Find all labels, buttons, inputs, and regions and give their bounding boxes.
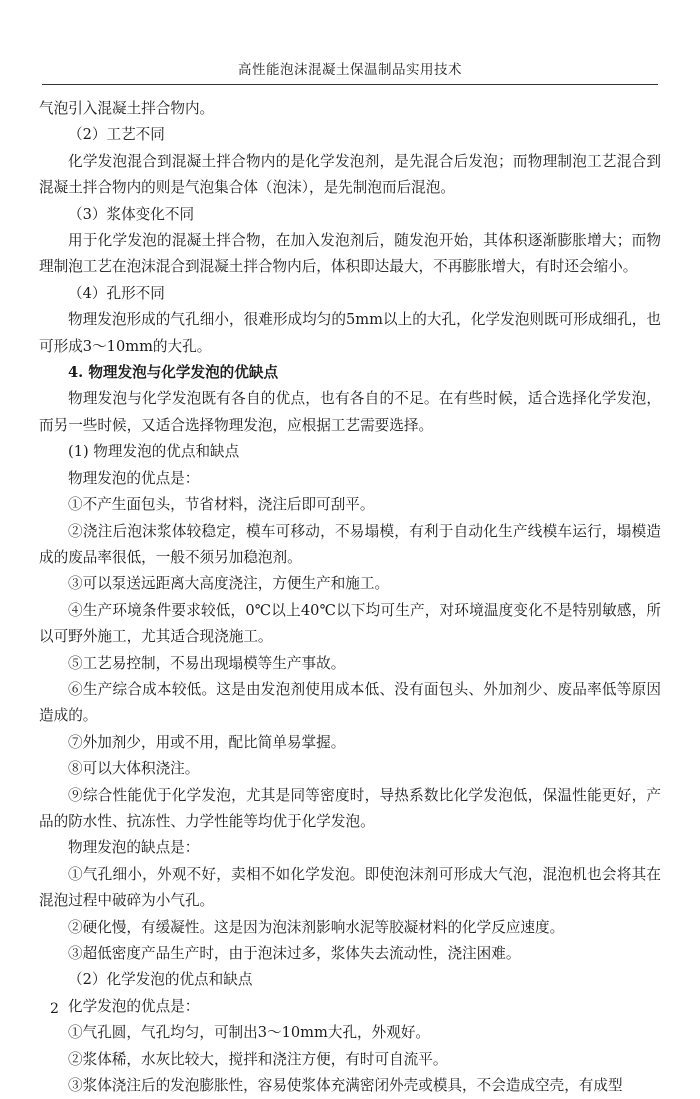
paragraph: ①气孔圆，气孔均匀，可制出3～10mm大孔，外观好。 (68, 1024, 431, 1042)
paragraph: ②浆体稀，水灰比较大，搅拌和浇注方便，有时可自流平。 (68, 1050, 448, 1068)
paragraph: 气泡引入混凝土拌合物内。 (39, 100, 215, 117)
paragraph: ⑧可以大体积浇注。 (68, 760, 200, 778)
paragraph: 化学发泡混合到混凝土拌合物内的是化学发泡剂，是先混合后发泡；而物理制泡工艺混合到混凝土拌合物内的则是气泡集合体（泡沫），是先制泡而后混泡。 (39, 152, 661, 197)
paragraph: 化学发泡的优点是： (68, 997, 200, 1015)
paragraph: ②浇注后泡沫浆体较稳定，模车可移动，不易塌模，有利于自动化生产线模车运行，塌模造成的废品率很低，一般不须另加稳泡剂。 (39, 522, 661, 566)
paragraph: ③超低密度产品生产时，由于泡沫过多，浆体失去流动性，浇注困难。 (68, 945, 521, 962)
paragraph: 用于化学发泡的混凝土拌合物，在加入发泡剂后，随发泡开始，其体积逐渐膨胀增大；而物理制泡工艺在泡沫混合到混凝土拌合物内后，体积即达最大，不再膨胀增大，有时还会缩小。 (39, 232, 661, 276)
paragraph: ⑤工艺易控制，不易出现塌模等生产事故。 (68, 654, 346, 672)
paragraph: ⑦外加剂少，用或不用，配比简单易掌握。 (68, 733, 346, 751)
paragraph: ⑥生产综合成本较低。这是由发泡剂使用成本低、没有面包头、外加剂少、废品率低等原因造成的。 (39, 680, 661, 725)
paragraph: （2）工艺不同 (68, 126, 165, 144)
paragraph: （2）化学发泡的优点和缺点 (68, 971, 253, 989)
paragraph: （4）孔形不同 (68, 284, 165, 302)
paragraph: 物理发泡形成的气孔细小，很难形成均匀的5mm以上的大孔，化学发泡则既可形成细孔，也可形成3～10mm的大孔。 (39, 311, 661, 355)
paragraph: 物理发泡与化学发泡既有各自的优点，也有各自的不足。在有些时候，适合选择化学发泡，而另一些时候，又适合选择物理发泡，应根据工艺需要选择。 (39, 390, 661, 434)
paragraph: 物理发泡的缺点是： (68, 839, 200, 857)
section-heading: 4. 物理发泡与化学发泡的优缺点 (68, 364, 279, 382)
page-number: 2 (50, 1001, 59, 1017)
paragraph: ④生产环境条件要求较低，0℃以上40℃以下均可生产，对环境温度变化不是特别敏感，所以可野外施工，尤其适合现浇施工。 (39, 601, 661, 646)
body-text (39, 96, 661, 1099)
paragraph: 物理发泡的优点是： (68, 469, 200, 487)
paragraph: (1) 物理发泡的优点和缺点 (68, 443, 240, 461)
paragraph: ③可以泵送远距离大高度浇注，方便生产和施工。 (68, 575, 390, 593)
running-header: 高性能泡沫混凝土保温制品实用技术 (42, 56, 658, 85)
paragraph: ⑨综合性能优于化学发泡，尤其是同等密度时，导热系数比化学发泡低，保温性能更好，产品的防水性、抗冻性、力学性能等均优于化学发泡。 (39, 786, 661, 830)
paragraph: ③浆体浇注后的发泡膨胀性，容易使浆体充满密闭外壳或模具，不会造成空壳，有成型 (68, 1077, 623, 1095)
paragraph: （3）浆体变化不同 (68, 205, 195, 223)
paragraph: ②硬化慢，有缓凝性。这是因为泡沫剂影响水泥等胶凝材料的化学反应速度。 (68, 918, 565, 936)
paragraph: ①气孔细小，外观不好，卖相不如化学发泡。即使泡沫剂可形成大气泡，混泡机也会将其在混泡过程中破碎为小气孔。 (39, 865, 661, 910)
paragraph: ①不产生面包头，节省材料，浇注后即可刮平。 (68, 496, 375, 514)
